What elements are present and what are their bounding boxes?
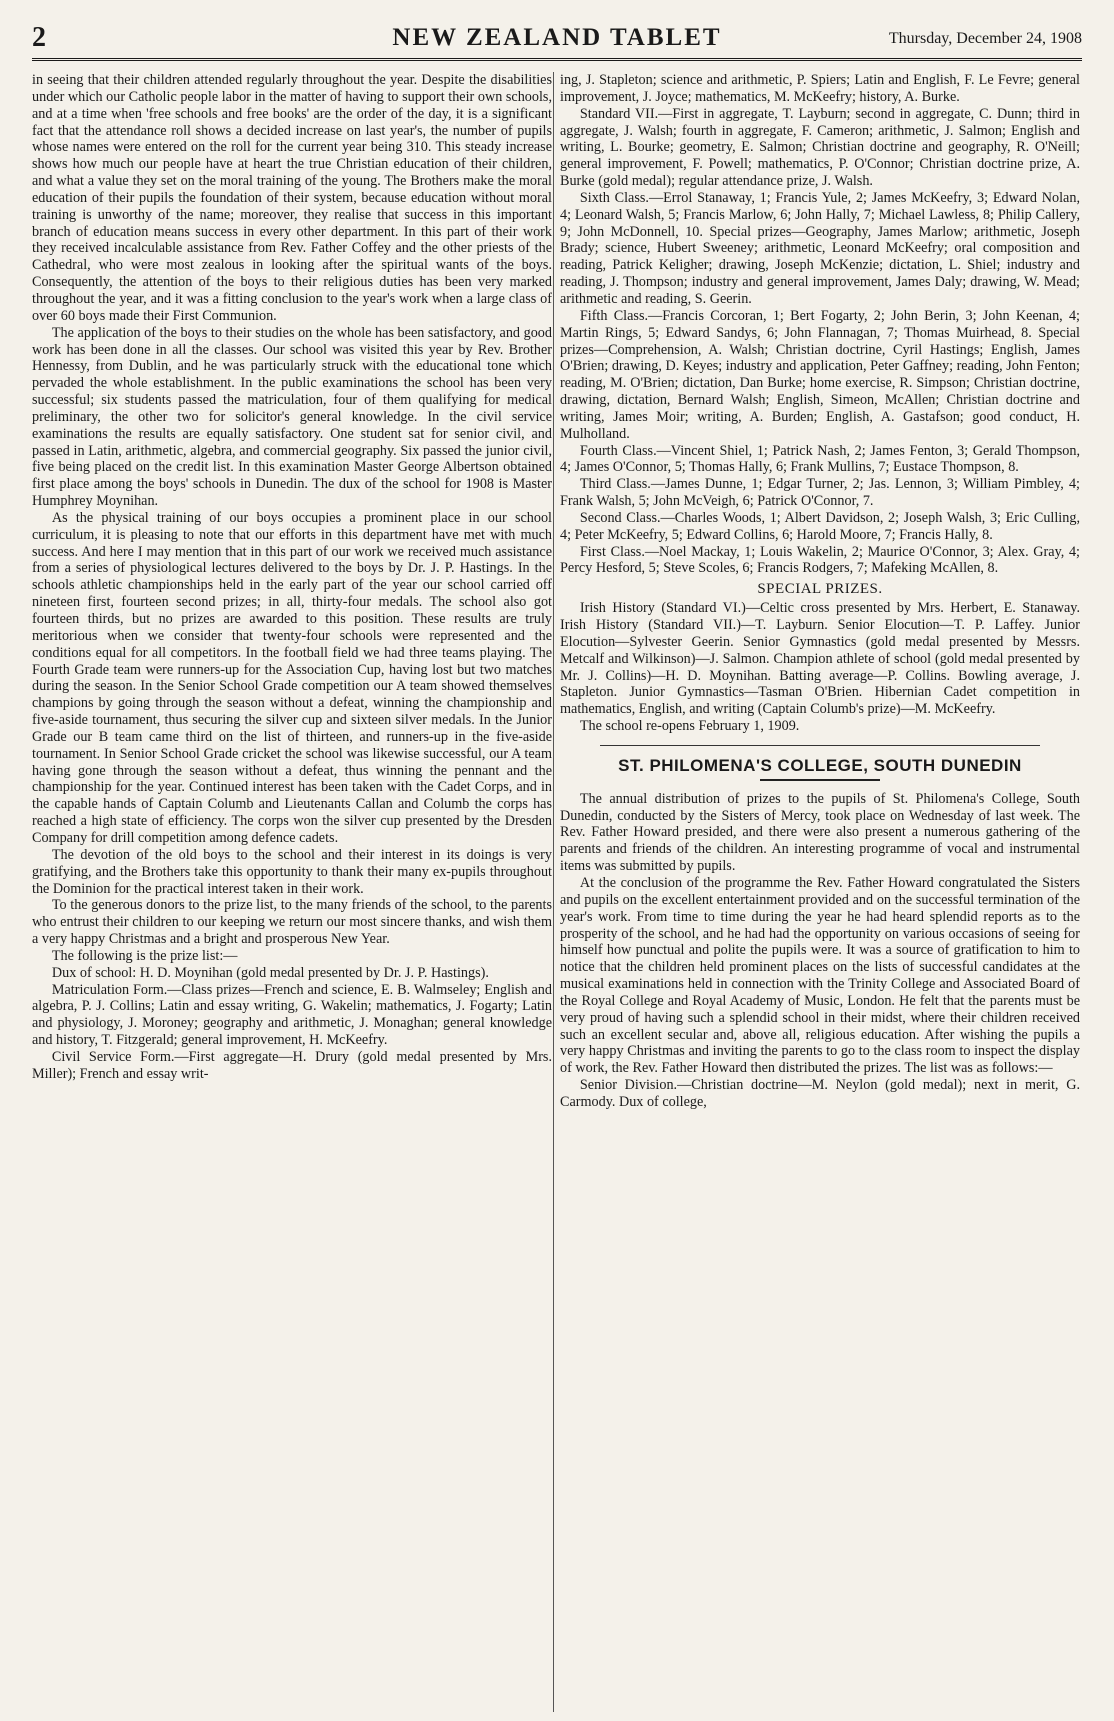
paragraph: Dux of school: H. D. Moynihan (gold medal presented by Dr. J. P. Hastings). — [51, 964, 489, 981]
page-number: 2 — [32, 22, 46, 53]
paragraph: Fourth Class.—Vincent Shiel, 1; Patrick Nash, 2; James Fenton, 3; Gerald Thompson, 4; James O'Connor, 5; Thomas Hally, 6; Frank Mullins, 7; Eustace Thompson, 8. — [560, 442, 1080, 476]
paragraph: Senior Division.—Christian doctrine—M. Neylon (gold medal); next in merit, G. Carmody. Dux of college, — [560, 1077, 1080, 1110]
paragraph: Third Class.—James Dunne, 1; Edgar Turner, 2; Jas. Lennon, 3; William Pimbley, 4; Frank Walsh, 5; John McVeigh, 6; Patrick O'Connor, 7. — [560, 476, 1080, 510]
column-divider — [553, 72, 554, 1712]
paragraph: in seeing that their children attended regularly throughout the year. Despite the disabilities under which our Catholic people labor in the matter of having to support their own schools, and at a time when 'free schools and free books' are the order of the day, it is a significant fact that the attendance roll shows a decided increase on last year's, the number of pupils whose names were entered on the roll for the current year being 310. This steady increase shows how much our people have at heart the true Christian education of their children, and what a value they set on the moral training of the young. The Brothers make the moral education of their pupils the foundation of their system, because education without moral training is unworthy of the name; moreover, they realise that success in this important branch of education means success in every other department. In this part of their work they received incalculable assistance from Rev. Father Coffey and the other priests of the Cathedral, who were most zealous in looking after the spiritual wants of the boys. Consequently, the attention of the boys to their religious duties has been very marked throughout the year, and it was a fitting conclusion to the year's work when a large class of over 60 boys made their First Communion. — [32, 72, 552, 324]
article-title: ST. PHILOMENA'S COLLEGE, SOUTH DUNEDIN — [618, 755, 1022, 775]
title-rule — [760, 779, 880, 781]
left-column — [32, 72, 552, 1712]
masthead-title: NEW ZEALAND TABLET — [392, 24, 722, 51]
paragraph: Sixth Class.—Errol Stanaway, 1; Francis Yule, 2; James McKeefry, 3; Edward Nolan, 4; Leonard Walsh, 5; Francis Marlow, 6; John Hally, 7; Michael Lawless, 8; Philip Callery, 9; John McDonnell, 10. Special prizes—Geography, James Marlow; arithmetic, Joseph Brady; science, Hubert Sweeney; arithmetic, Leonard McKeefry; oral composition and reading, Patrick Keligher; drawing, Joseph McKenzie; dictation, L. Shiel; industry and reading, J. Thompson; industry and general improvement, James Daly; drawing, W. Mead; arithmetic and reading, S. Geerin. — [560, 189, 1080, 307]
paragraph: The school re-opens February 1, 1909. — [579, 718, 800, 735]
paragraph: The annual distribution of prizes to the pupils of St. Philomena's College, South Dunedin, conducted by the Sisters of Mercy, took place on Wednesday of last week. The Rev. Father Howard presided, and there were also present a numerous gathering of the parents and friends of the children. An interesting programme of vocal and instrumental items was submitted by pupils. — [560, 790, 1080, 875]
paragraph: At the conclusion of the programme the Rev. Father Howard congratulated the Sisters and pupils on the excellent entertainment provided and on the successful termination of the year's work. From time to time during the year he had heard splendid reports as to the prosperity of the school, and he had had the opportunity on various occasions of seeing for himself how punctual and polite the pupils were. It was a source of gratification to him to notice that the children held prominent places on the lists of successful candidates at the musical examinations held in connection with the Trinity College and Associated Board of the Royal College and Royal Academy of Music, London. He felt that the parents must be very proud of having such a splendid school in their midst, where their children received such an excellent secular and, above all, religious education. After wishing the pupils a very happy Christmas and inviting the parents to go to the class room to inspect the display of work, the Rev. Father Howard then distributed the prizes. The list was as follows:— — [560, 874, 1080, 1077]
article-separator — [600, 745, 1040, 746]
paragraph: The application of the boys to their studies on the whole has been satisfactory, and good work has been done in all the classes. Our school was visited this year by Rev. Brother Hennessy, from Dublin, and he was particularly struck with the educational tone which pervaded the whole establishment. In the public examinations the school has been very successful; six students passed the matriculation, four of them qualifying for medical preliminary, the other two for solicitor's general knowledge. In the civil service examinations the results are equally satisfactory. One student sat for senior civil, and passed in Latin, arithmetic, algebra, and commercial geography. Six passed the junior civil, five being placed on the credit list. In this examination Master George Albertson obtained first place among the boys' schools in Dunedin. The dux of the school for 1908 is Master Humphrey Moynihan. — [32, 324, 552, 510]
paragraph: Civil Service Form.—First aggregate—H. Drury (gold medal presented by Mrs. Miller); French and essay writ- — [32, 1048, 552, 1082]
paragraph: Fifth Class.—Francis Corcoran, 1; Bert Fogarty, 2; John Berin, 3; John Keenan, 4; Martin Rings, 5; Edward Sandys, 6; John Flannagan, 7; Thomas Muirhead, 8. Special prizes—Comprehension, A. Walsh; Christian doctrine, Cyril Hastings; English, James O'Brien; drawing, D. Keyes; industry and application, Peter Gaffney; reading, John Fenton; reading, M. O'Brien; dictation, Dan Burke; home exercise, R. Simpson; Christian doctrine, drawing, dictation, Bernard Walsh; English, Simeon, McAllen; Christian doctrine and writing, James Moir; writing, A. Burden; English, A. Gastafson; good conduct, H. Mulholland. — [560, 307, 1080, 442]
paragraph: Standard VII.—First in aggregate, T. Layburn; second in aggregate, C. Dunn; third in aggregate, J. Walsh; fourth in aggregate, F. Cameron; arithmetic, J. Salmon; English and writing, L. Bourke; geometry, E. Salmon; Christian doctrine and geography, R. O'Neill; general improvement, F. Powell; mathematics, P. O'Connor; Christian doctrine prize, A. Burke (gold medal); regular attendance prize, J. Walsh. — [560, 105, 1080, 190]
paragraph: The following is the prize list:— — [51, 947, 238, 964]
paragraph: Irish History (Standard VI.)—Celtic cross presented by Mrs. Herbert, E. Stanaway. Irish History (Standard VII.)—T. Layburn. Senior Elocution—T. P. Laffey. Junior Elocution—Sylvester Geerin. Senior Gymnastics (gold medal presented by Messrs. Metcalf and Wilkinson)—J. Salmon. Champion athlete of school (gold medal presented by Mr. J. Collins)—H. D. Moynihan. Batting average—P. Collins. Bowling average, J. Stapleton. Junior Gymnastics—Tasman O'Brien. Hibernian Cadet competition in mathematics, English, and writing (Captain Columb's prize)—M. McKeefry. — [560, 600, 1080, 718]
paragraph: Second Class.—Charles Woods, 1; Albert Davidson, 2; Joseph Walsh, 3; Eric Culling, 4; Peter McKeefry, 5; Edward Collins, 6; Harold Moore, 7; Francis Hally, 8. — [560, 509, 1080, 543]
page-header — [32, 22, 1082, 61]
issue-date: Thursday, December 24, 1908 — [888, 30, 1082, 47]
paragraph: Matriculation Form.—Class prizes—French and science, E. B. Walmseley; English and algebra, P. J. Collins; Latin and essay writing, G. Wakelin; mathematics, J. Fogarty; Latin and physiology, J. Moroney; geography and arithmetic, J. Monaghan; general knowledge and history, T. Fitzgerald; general improvement, H. McKeefry. — [32, 981, 552, 1049]
paragraph: To the generous donors to the prize list, to the many friends of the school, to the parents who entrust their children to our keeping we return our most sincere thanks, and wish them a very happy Christmas and a bright and prosperous New Year. — [32, 897, 552, 948]
paragraph: As the physical training of our boys occupies a prominent place in our school curriculum, it is pleasing to note that our efforts in this department have met with much success. And here I may mention that in this part of our work we received much assistance from a series of physiological lectures delivered to the boys by Dr. J. P. Hastings. In the schools athletic championships held in the early part of the year our school carried off nineteen first, fourteen second prizes; in all, thirty-four medals. The school also got fourteen thirds, but no prizes are awarded to this position. These results are truly meritorious when we consider that twenty-four schools were represented and the conditions equal for all competitors. In the football field we had three teams playing. The Fourth Grade team were runners-up for the Association Cup, having lost but two matches during the season. In the Senior School Grade competition our A team showed themselves champions by going through the season without a defeat, winning the championship and five-aside tournament, thus securing the silver cup and sixteen silver medals. In the Junior Grade our B team came third on the list of thirteen, and runners-up in the five-aside tournament. In Senior School Grade cricket the school was likewise successful, our A team having gone through the season without a defeat, thus winning the pennant and the championship for the year. Continued interest has been taken with the Cadet Corps, and in the capable hands of Captain Columb and Lieutenants Callan and Columb the corps has reached a high state of efficiency. The corps won the silver cup presented by the Dresden Company for drill competition among defence cadets. — [32, 509, 552, 846]
paragraph: First Class.—Noel Mackay, 1; Louis Wakelin, 2; Maurice O'Connor, 3; Alex. Gray, 4; Percy Hesford, 5; Steve Scoles, 6; Francis Rodgers, 7; Mafeking McAllen, 8. — [560, 543, 1080, 577]
special-prizes-heading: SPECIAL PRIZES. — [757, 581, 883, 598]
paragraph: The devotion of the old boys to the school and their interest in its doings is very gratifying, and the Brothers take this opportunity to thank their many ex-pupils throughout the Dominion for the practical interest taken in their work. — [32, 846, 552, 897]
right-column — [560, 72, 1080, 1712]
paragraph: ing, J. Stapleton; science and arithmetic, P. Spiers; Latin and English, F. Le Fevre; general improvement, J. Joyce; mathematics, M. McKeefry; history, A. Burke. — [560, 72, 1080, 105]
